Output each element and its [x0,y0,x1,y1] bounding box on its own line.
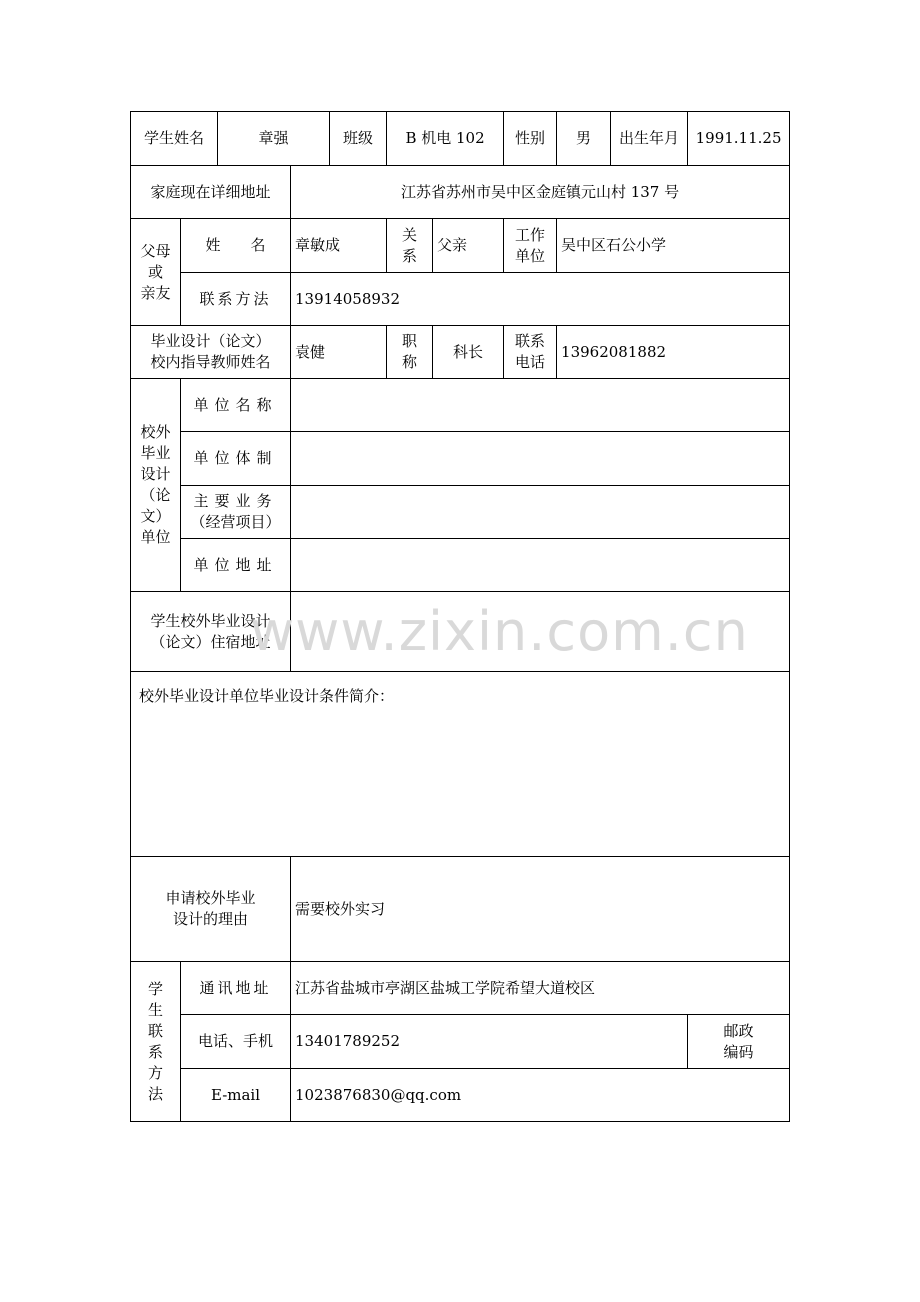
student-name-value: 章强 [218,112,330,166]
birth-label: 出生年月 [611,112,688,166]
unit-address-label: 单位地址 [181,539,291,592]
advisor-phone-value: 13962081882 [557,326,790,379]
parent-contact-label: 联系方法 [181,273,291,326]
unit-name-value [291,379,790,432]
gender-value: 男 [557,112,611,166]
parent-group-label: 父母 或 亲友 [131,219,181,326]
unit-system-label: 单位体制 [181,432,291,486]
birth-value: 1991.11.25 [688,112,790,166]
lodging-value [291,592,790,672]
advisor-name-value: 袁健 [291,326,387,379]
relation-value: 父亲 [433,219,504,273]
student-email-label: E-mail [181,1069,291,1122]
watermark: www.zixin.com.cn [250,600,749,663]
advisor-phone-label: 联系 电话 [504,326,557,379]
unit-business-label: 主要业务 （经营项目） [181,486,291,539]
relation-label: 关 系 [387,219,433,273]
application-form [130,111,790,1122]
reason-label: 申请校外毕业 设计的理由 [131,857,291,962]
student-phone-label: 电话、手机 [181,1015,291,1069]
parent-name-value: 章敏成 [291,219,387,273]
class-label: 班级 [330,112,387,166]
student-name-label: 学生姓名 [131,112,218,166]
parent-name-label: 姓 名 [181,219,291,273]
home-address-value: 江苏省苏州市吴中区金庭镇元山村 137 号 [291,166,790,219]
unit-name-label: 单位名称 [181,379,291,432]
advisor-label: 毕业设计（论文） 校内指导教师姓名 [131,326,291,379]
unit-system-value [291,432,790,486]
student-contact-group-label: 学 生 联 系 方 法 [131,962,181,1122]
student-email-value: 1023876830@qq.com [291,1069,790,1122]
advisor-title-label: 职 称 [387,326,433,379]
student-address-label: 通讯地址 [181,962,291,1015]
unit-business-value [291,486,790,539]
unit-address-value [291,539,790,592]
class-value: B 机电 102 [387,112,504,166]
student-phone-value: 13401789252 [291,1015,688,1069]
work-unit-label: 工作 单位 [504,219,557,273]
gender-label: 性别 [504,112,557,166]
lodging-label: 学生校外毕业设计 （论文）住宿地址 [131,592,291,672]
advisor-title-value: 科长 [433,326,504,379]
student-address-value: 江苏省盐城市亭湖区盐城工学院希望大道校区 [291,962,790,1015]
parent-contact-value: 13914058932 [291,273,790,326]
postcode-label: 邮政 编码 [688,1015,790,1069]
work-unit-value: 吴中区石公小学 [557,219,790,273]
reason-value: 需要校外实习 [291,857,790,962]
unit-group-label: 校外 毕业 设计 （论 文） 单位 [131,379,181,592]
conditions-section: 校外毕业设计单位毕业设计条件简介： [131,672,790,857]
home-address-label: 家庭现在详细地址 [131,166,291,219]
